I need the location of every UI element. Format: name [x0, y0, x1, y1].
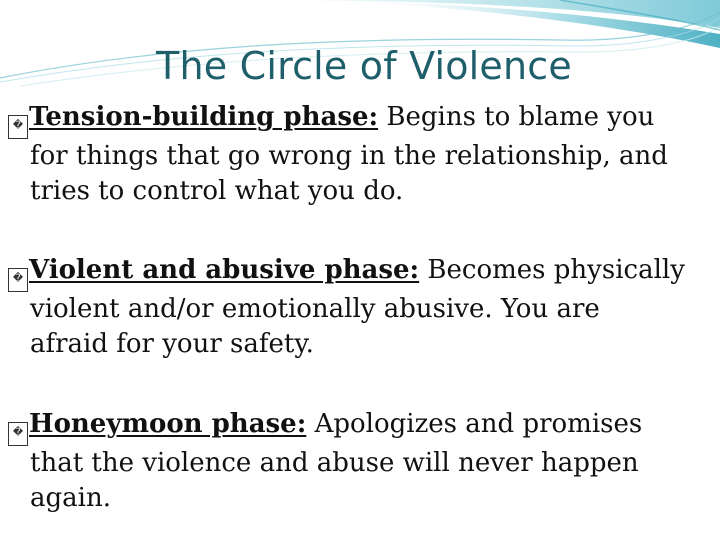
bullet-tension-building	[8, 100, 714, 208]
bullet-marker-icon: �	[8, 422, 28, 446]
bullet-text: tries to control what you do.	[30, 175, 404, 206]
bullet-text: Becomes physically	[419, 255, 685, 285]
bullet-violent-abusive	[8, 253, 714, 361]
bullet-text: again.	[30, 482, 111, 513]
bullet-text: that the violence and abuse will never happen	[30, 448, 639, 478]
bullet-marker-icon: �	[8, 115, 28, 139]
bullet-text: Apologizes and promises	[306, 409, 643, 439]
bullet-text: Begins to blame you	[378, 102, 655, 132]
bullet-text: violent and/or emotionally abusive. You are	[30, 294, 600, 324]
bullet-term: Tension-building phase:	[29, 102, 379, 132]
bullet-text: for things that go wrong in the relationship, and	[30, 141, 668, 171]
bullet-term: Honeymoon phase:	[29, 409, 307, 439]
bullet-honeymoon	[8, 407, 714, 515]
bullet-term: Violent and abusive phase:	[29, 255, 420, 285]
bullet-text: afraid for your safety.	[30, 328, 314, 359]
slide-title: The Circle of Violence	[156, 44, 572, 88]
bullet-marker-icon: �	[8, 268, 28, 292]
